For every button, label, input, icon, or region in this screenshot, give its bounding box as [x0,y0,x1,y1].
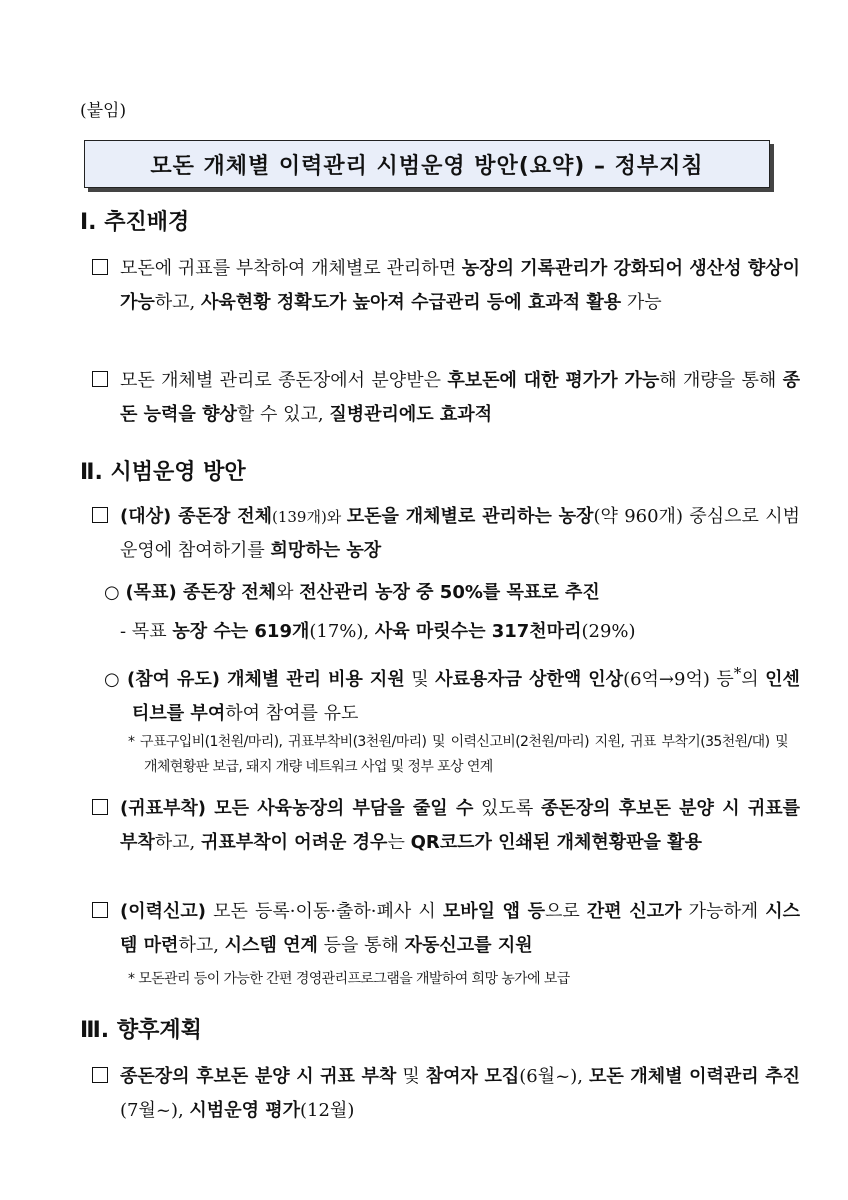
text: (7월~), [120,1100,190,1121]
footnote-mark: * [733,664,742,682]
goal-detail [120,615,770,649]
bold-text: 사육현황 정확도가 높아져 수급관리 등에 효과적 활용 [201,292,622,313]
text: (139개)와 [271,508,347,526]
text: (29%) [581,621,636,642]
text: (6억→9억) 등 [623,669,734,690]
text: 하여 참여를 유도 [225,703,359,724]
participation-item [104,656,800,731]
bold-text: 후보돈에 대한 평가가 가능 [447,370,660,391]
section-2-heading: Ⅱ. 시범운영 방안 [80,460,246,485]
checkbox-square-icon [92,371,108,387]
bold-text: 농장 수는 619개 [172,621,310,642]
text: 모돈 개체별 관리로 종돈장에서 분양받은 [120,370,448,391]
bold-text: 모바일 앱 등 [442,901,546,922]
checkbox-square-icon [92,507,108,523]
bold-text: (귀표부착) 모든 사육농장의 부담을 줄일 수 [120,798,474,819]
bold-text: 희망하는 농장 [270,540,382,561]
section-1-heading: Ⅰ. 추진배경 [80,210,190,235]
text: 할 수 있고, [236,404,330,425]
report-note: * 모돈관리 등이 가능한 간편 경영관리프로그램을 개발하여 희망 농가에 보급 [128,971,570,987]
text: 하고, [178,935,225,956]
bold-text: 종돈 능력을 향상 [120,370,800,425]
bold-text: 참여자 모집 [425,1066,520,1087]
checkbox-square-icon [92,902,108,918]
text: 가능하게 [681,901,766,922]
bold-text: 농장의 기록관리가 강화되어 생산성 향상이 가능 [120,258,800,313]
text: 및 [396,1066,426,1087]
text: (6월~), [519,1066,589,1087]
checkbox-square-icon [92,259,108,275]
bold-text: (목표) 종돈장 전체 [125,582,277,603]
bold-text: 시범운영 평가 [189,1100,301,1121]
bold-text: 사육 마릿수는 317천마리 [374,621,582,642]
text: 모돈에 귀표를 부착하여 개체별로 관리하면 [120,258,462,279]
bold-text: 간편 신고가 [586,901,682,922]
bold-text: (대상) 종돈장 전체 [120,506,272,527]
circle-bullet-icon: ○ [104,669,121,690]
bold-text: 귀표부착이 어려운 경우 [201,832,388,853]
circle-bullet-icon: ○ [104,582,120,603]
bold-text: 전산관리 농장 중 50%를 목표로 추진 [299,582,600,603]
attachment-label: (붙임) [80,101,127,121]
document-title: 모돈 개체별 이력관리 시범운영 방안(요약) – 정부지침 [150,153,704,179]
section-1-item-1 [92,252,800,320]
report-item [92,895,800,963]
bold-text: 모돈 개체별 이력관리 추진 [588,1066,800,1087]
bold-text: 질병관리에도 효과적 [329,404,493,425]
text: (17%), [309,621,375,642]
text: 는 [387,832,411,853]
bold-text: (이력신고) [120,901,207,922]
text: 및 [404,669,436,690]
text: 하고, [154,292,202,313]
checkbox-square-icon [92,1067,108,1083]
text: 하고, [154,832,202,853]
text: 있도록 [473,798,541,819]
text: 의 [741,669,766,690]
bold-text: 시스템 마련 [120,901,800,956]
text: 가능 [621,292,662,313]
section-1-item-2 [92,364,800,432]
target-item [92,500,800,568]
text: 와 [276,582,300,603]
text: 모돈 등록·이동·출하·폐사 시 [206,901,443,922]
document-title-box [84,140,770,188]
section-3-heading: Ⅲ. 향후계획 [80,1018,202,1043]
section-3-item [92,1060,800,1128]
text: 으로 [545,901,587,922]
bold-text: (참여 유도) 개체별 관리 비용 지원 [126,669,405,690]
text: (12월) [300,1100,355,1121]
bold-text: 모돈을 개체별로 관리하는 농장 [346,506,594,527]
bold-text: 종돈장의 후보돈 분양 시 귀표 부착 [120,1066,397,1087]
ear-tag-item [92,792,800,860]
participation-note: * 구표구입비(1천원/마리), 귀표부착비(3천원/마리) 및 이력신고비(2천원/마리) 지원, 귀표 부착기(35천원/대) 및 개체현황판 보급, 돼지 개량 네트워크 사업 및 정부 포상 연계 [128,734,788,775]
bold-text: 사료용자금 상한액 인상 [435,669,624,690]
bold-text: 종돈장의 후보돈 분양 시 귀표를 부착 [120,798,801,853]
text: (약 960개) 중심으로 시범운영에 참여하기를 [120,506,801,561]
text: - 목표 [120,621,173,642]
bold-text: QR코드가 인쇄된 개체현황판을 활용 [410,832,702,853]
checkbox-square-icon [92,799,108,815]
goal-item [104,576,772,610]
bold-text: 인센티브를 부여 [132,669,800,724]
bold-text: 자동신고를 지원 [404,935,533,956]
bold-text: 시스템 연계 [224,935,318,956]
text: 등을 통해 [317,935,405,956]
text: 해 개량을 통해 [659,370,783,391]
